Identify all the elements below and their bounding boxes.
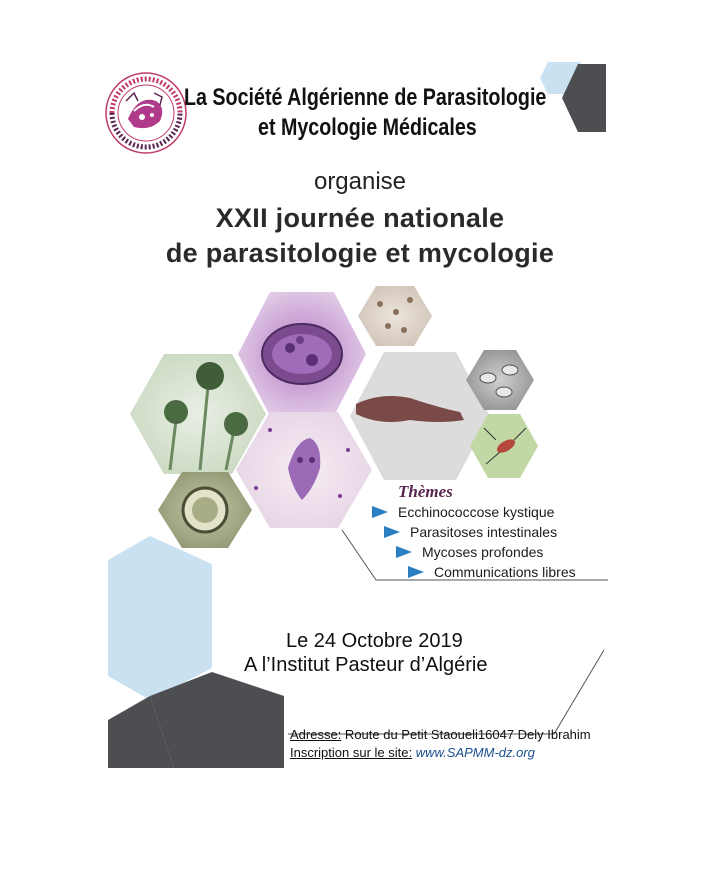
top-decor-hexagons [540,58,620,142]
website-link[interactable]: www.SAPMM-dz.org [412,745,535,760]
event-title-line1: XXII journée nationale [215,203,505,233]
theme-label: Parasitoses intestinales [410,524,558,540]
event-title-line2: de parasitologie et mycologie [165,238,555,268]
address-line [290,727,591,742]
tapeworm-hexagon [350,352,490,480]
address-value: Route du Petit Staoueli16047 Dely Ibrahim [341,727,591,742]
address-label: Adresse: [290,727,342,742]
themes-heading: Thèmes [398,482,453,501]
society-logo [104,71,188,155]
cells-hexagon [358,286,432,346]
theme-label: Communications libres [434,564,576,580]
schistosoma-egg-hexagon [238,292,366,416]
event-date: Le 24 Octobre 2019 [286,630,463,652]
organise-text: organise [313,168,407,195]
theme-item-1 [372,504,554,520]
society-name-line2: et Mycologie Médicales [258,114,477,141]
inscription-line [290,745,535,760]
society-name-line1: La Société Algérienne de Parasitologie [184,84,547,111]
themes-connector-line [340,528,610,584]
bottom-decor-hexagons [108,536,308,768]
arrow-icon [372,506,388,518]
venue-connector-line [286,648,616,736]
theme-label: Ecchinococcose kystique [398,504,555,520]
theme-label: Mycoses profondes [422,544,544,560]
event-venue: A l’Institut Pasteur d’Algérie [244,654,488,676]
inscription-label: Inscription sur le site: [290,745,413,760]
